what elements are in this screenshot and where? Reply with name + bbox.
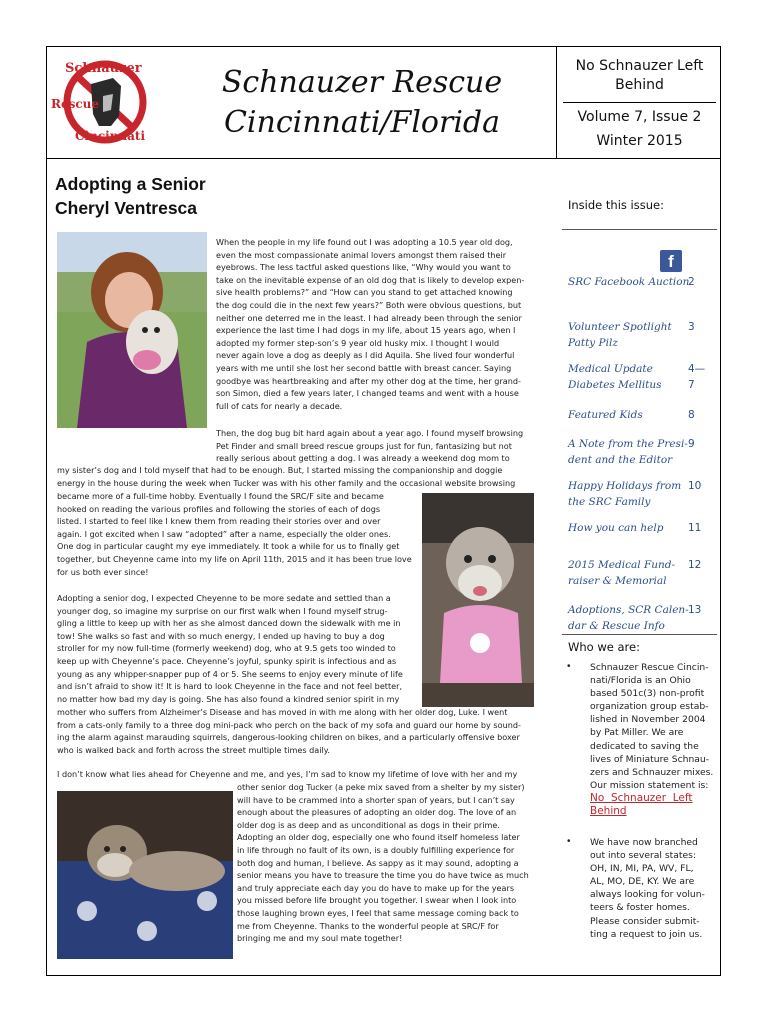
masthead [47,47,556,158]
text-line: years with me until she lost her second battle with breast cancer. Saying [216,362,512,373]
toc-title-line: SRC Facebook Auction [568,276,690,288]
toc-page-line: 7 [688,379,695,391]
toc-title [568,407,684,423]
toc-title-line: Volunteer Spotlight [568,321,672,333]
article-paragraph-3-wide [57,706,537,756]
toc-page-number: 8 [688,409,695,421]
text-line: tow! She walks so fast and with so much energy, I ended up having to buy a dog [57,630,385,641]
photo-dog-in-pink-harness [422,493,534,707]
text-line: enough about the pleasures of adopting an older dog. The love of an [237,807,517,818]
text-line: mother who suffers from Alzheimer’s Disease and has moved in with me along with her older dog, Luke. I went [57,707,508,717]
bullet-line: AL, MO, DE, KY. We are [590,876,695,888]
text-line: for us both ever since! [57,566,149,577]
toc-title-line: A Note from the Presi- [568,438,688,450]
bullet-line: teers & foster homes. [590,902,690,914]
article-paragraph-1 [216,236,536,412]
toc-page-number: 13 [688,604,702,616]
bullet-dot-2: • [567,836,571,847]
article-title: Adopting a Senior [55,174,206,194]
masthead-side [556,47,722,158]
toc-title-line: 2015 Medical Fund- [568,559,676,571]
text-line: keep up with Cheyenne’s pace. Cheyenne’s joyful, spunky spirit is infectious and as [57,655,397,666]
text-line: One dog in particular caught my eye immediately. It took a while for us to finally get [57,541,400,552]
article-paragraph-2-top [216,427,536,465]
toc-title-line: How you can help [568,522,664,534]
text-line: who is walked back and forth across the street multiple times daily. [57,744,330,755]
text-line: young as any whipper-snapper pup of 4 or 5. She seems to enjoy every minute of life [57,668,403,679]
facebook-icon[interactable]: f [660,250,682,272]
toc-title [568,319,684,351]
motto-line-1: No Schnauzer Left [575,58,704,74]
toc-title-line: the SRC Family [568,496,651,508]
text-line: even the most compassionate animal lovers amongst them raised their [216,249,507,260]
text-line: never again love a dog as deeply as I did Aquila. She lived four wonderful [216,350,515,361]
article-paragraph-4-wide [57,768,537,781]
text-line: really serious about getting a dog. I was already a weekend dog mom to [216,453,510,464]
bullet-line: by Pat Miller. We are [590,727,684,739]
toc-title [568,557,684,589]
motto [557,57,722,95]
text-line: goodbye was heartbreaking and after my other dog at the time, her grand- [216,375,521,386]
toc-title [568,520,684,536]
bullet-line: lives of Miniature Schnau- [590,753,710,765]
text-line: Then, the dog bug bit hard again about a year ago. I found myself browsing [216,428,524,438]
toc-title-line: Featured Kids [568,409,643,421]
toc-title-line: dar & Rescue Info [568,620,665,632]
mission-statement: Behind [590,805,627,818]
text-line: son Simon, died a few years later, I changed teams and went with a house [216,388,519,399]
toc-title-line: Diabetes Mellitus [568,379,662,391]
text-line: my sister’s dog and I told myself that had to be enough. But, I started missing the companionship and doggie [57,465,503,475]
sidebar-rule [562,229,717,230]
text-line: and isn’t afraid to show it! It is hard to look Cheyenne in the face and not feel better, [57,681,403,692]
bullet-line: Schnauzer Rescue Cincin- [590,662,709,673]
bullet-line: Our mission statement is: [590,779,709,791]
text-line: neither one deterred me in the least. I had already been through the senior [216,312,522,323]
bullet-line: OH, IN, MI, PA, WV, FL, [590,863,694,875]
bullet-line: out into several states: [590,850,697,862]
text-line: again. I got excited when I saw “adopted” after a name, especially the older ones. [57,528,391,539]
photo-dog-on-blanket [57,791,233,959]
newsletter-title [192,63,532,143]
toc-title-line: Patty Pilz [568,337,618,349]
text-line: experience the last time I had dogs in my life, about 15 years ago, when I [216,325,516,336]
text-line: take on the inevitable expense of an old dog that is likely to develop expen- [216,274,525,285]
bullet-line: always looking for volun- [590,889,705,901]
title-line-2: Cincinnati/Florida [223,105,501,140]
article-author: Cheryl Ventresca [55,198,198,218]
text-line: hooked on reading the various profiles and following the stories of each of dogs [57,503,381,514]
toc-title-line: raiser & Memorial [568,575,667,587]
text-line: Adopting an older dog, especially one who found itself homeless later [237,832,520,843]
toc-page-number: 3 [688,321,695,333]
text-line: in life through no fault of its own, is a doubly fulfilling experience for [237,844,515,855]
text-line: energy in the house during the week when Tucker was with his other family and the occasional website browsing [57,477,516,488]
who-we-are-bullet-2 [590,836,712,941]
bullet-line: Please consider submit- [590,915,700,927]
volume-issue: Volume 7, Issue 2 [577,109,702,125]
article-paragraph-3-narrow [57,592,415,705]
text-line: sive health problems?” and “How can you stand to get attached knowing [216,287,513,298]
text-line: full of cats for nearly a decade. [216,400,343,411]
text-line: When the people in my life found out I was adopting a 10.5 year old dog, [216,237,513,247]
mission-statement: No Schnauzer Left [590,791,693,804]
text-line: will have to be crammed into a shorter span of years, but I can’t say [237,794,515,805]
text-line: other senior dog Tucker (a peke mix saved from a shelter by my sister) [237,782,525,792]
text-line: Adopting a senior dog, I expected Cheyenne to be more sedate and settled than a [57,593,391,603]
text-line: from a cats-only family to a three dog mini-pack who perch on the back of my sofa and guard our home by sound- [57,719,521,730]
text-line: eyebrows. The less tactful asked questions like, “Why would you want to [216,262,511,273]
bullet-line: lished in November 2004 [590,714,706,726]
toc-page-number: 11 [688,522,702,534]
toc-page-line: 4— [688,363,706,375]
text-line: together, but Cheyenne came into my life on April 11th, 2015 and it has been true love [57,553,412,564]
bullet-line: zers and Schnauzer mixes. [590,766,714,778]
toc-title-line: Happy Holidays from [568,480,682,492]
text-line: younger dog, so imagine my surprise on our first walk when I found myself strug- [57,605,388,616]
text-line: senior means you have to treasure the time you do have twice as much [237,870,529,881]
text-line: bringing me and my soul mate together! [237,933,403,944]
article-paragraph-2-narrow [57,490,415,578]
toc-title-line: Adoptions, SCR Calen- [568,604,689,616]
rescue-logo [51,56,153,146]
text-line: older dog is as deep and as unconditional as dogs in their prime. [237,819,500,830]
text-line: became more of a full-time hobby. Eventually I found the SRC/F site and became [57,491,384,501]
text-line: adopted my former step-son’s 9 year old husky mix. I thought I would [216,337,500,348]
text-line: those laughing brown eyes, I feel that same message coming back to [237,907,519,918]
text-line: you missed before life brought you together. I swear when I look into [237,895,517,906]
logo-text-left: Rescue [51,97,100,111]
bullet-line: dedicated to saving the [590,740,699,752]
article-heading [55,172,206,220]
header-rule [47,158,721,159]
text-line: Pet Finder and small breed rescue groups just for fun, fantasizing but not [216,440,512,451]
logo-text-bottom: Cincinnati [75,129,146,143]
text-line: ing the alarm against marauding squirrels, dangerous-looking children on bikes, and a particularly offensive boxer [57,732,520,743]
bullet-line: organization group estab- [590,701,709,713]
who-we-are-bullet-1 [590,661,712,818]
toc-page-number [688,361,710,393]
toc-page-number: 2 [688,276,695,288]
toc-title [568,436,688,468]
text-line: me from Cheyenne. Thanks to the wonderful people at SRC/F for [237,920,499,931]
toc-page-number: 9 [688,438,695,450]
toc-title-line: Medical Update [568,363,653,375]
text-line: the dog could die in the next few years?” Both were obvious questions, but [216,299,522,310]
text-line: listed. I started to feel like I knew them from reading their stories over and over [57,516,381,527]
inside-issue-title: Inside this issue: [568,198,664,212]
bullet-dot-1: • [567,661,571,672]
who-we-are-title: Who we are: [568,640,640,654]
toc-page-number: 10 [688,480,702,492]
toc-title-line: dent and the Editor [568,454,673,466]
toc-title [568,361,684,393]
toc-title [568,274,690,290]
title-line-1: Schnauzer Rescue [221,65,503,100]
photo-woman-holding-dog [57,232,207,428]
toc-page-number: 12 [688,559,702,571]
text-line: I don’t know what lies ahead for Cheyenne and me, and yes, I’m sad to know my lifetime of love with her and my [57,769,518,779]
text-line: stroller for my now full-time (formerly weekend) dog, who at 9.5 gets too winded to [57,643,396,654]
sidebar [562,198,717,632]
toc-title [568,602,689,634]
text-line: no matter how bad my day is going. She has also found a kindred senior spirit in my [57,693,400,704]
masthead-divider [563,102,716,103]
text-line: gling a little to keep up with her as she almost danced down the sidewalk with me in [57,618,401,629]
article-paragraph-2-wide [57,464,537,489]
bullet-line: We have now branched [590,837,698,848]
motto-line-2: Behind [615,77,664,93]
text-line: and truly appreciate each day you do have to make up for the years [237,882,515,893]
bullet-line: ting a request to join us. [590,928,703,940]
bullet-line: based 501c(3) non-profit [590,688,705,700]
article-paragraph-4-narrow [237,781,537,945]
issue-season: Winter 2015 [596,133,683,149]
text-line: both dog and human, I believe. As sappy as it may sound, adopting a [237,857,519,868]
who-rule [562,634,717,635]
bullet-line: nati/Florida is an Ohio [590,675,691,687]
toc-title [568,478,684,510]
logo-text-top: Schnauzer [65,61,142,76]
